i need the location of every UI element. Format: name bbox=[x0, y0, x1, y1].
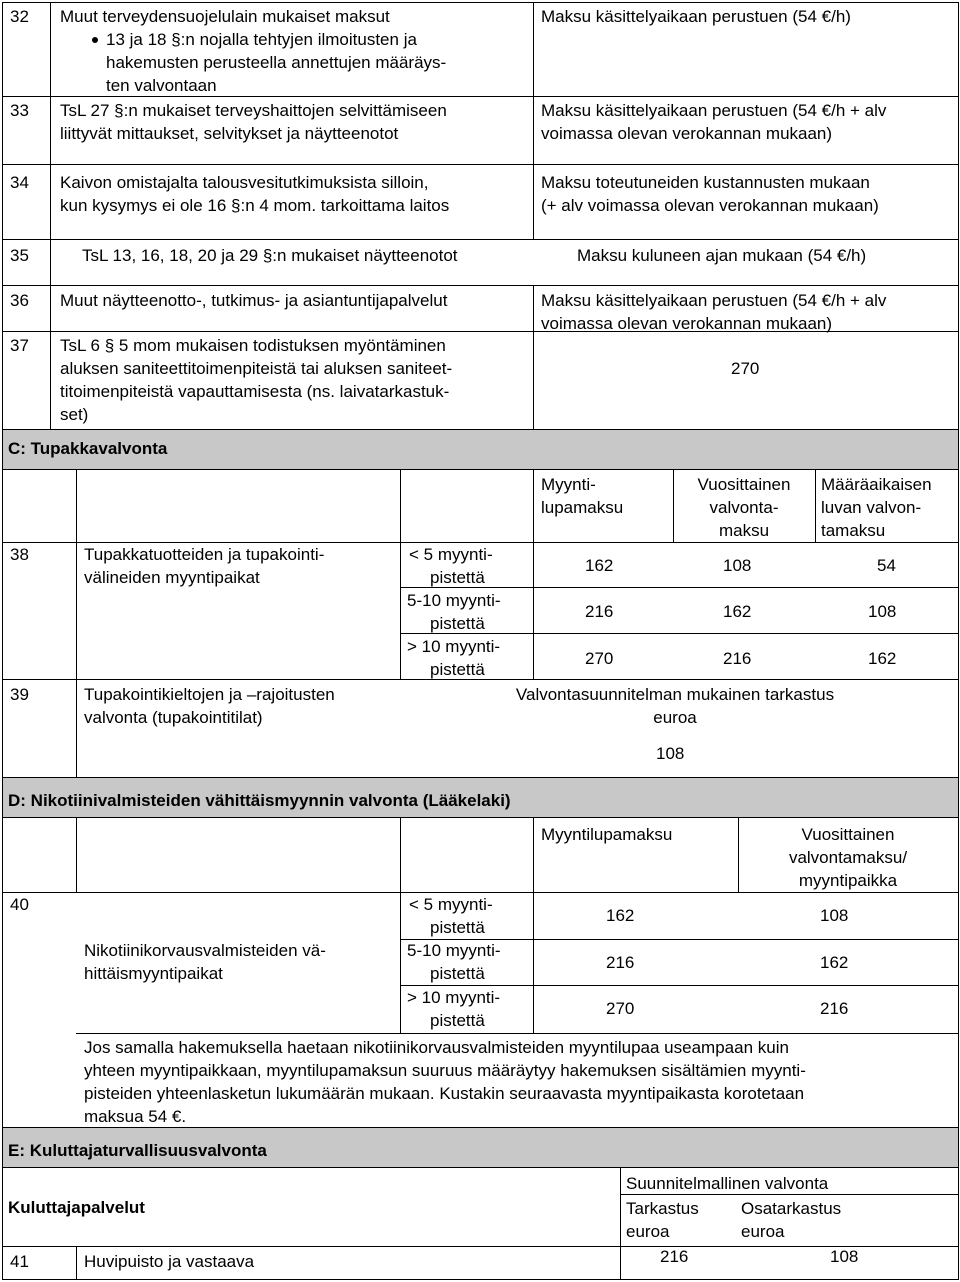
row-fee: Maksu käsittelyaikaan perustuen (54 €/h + alv bbox=[541, 291, 887, 310]
tier-label: > 10 myynti- bbox=[407, 988, 501, 1007]
section-e-subtitle: Kuluttajapalvelut bbox=[8, 1198, 145, 1217]
row-description: TsL 6 § 5 mom mukaisen todistuksen myöntäminen bbox=[60, 336, 446, 355]
fee-value: 108 bbox=[830, 1247, 859, 1266]
bullet-text: hakemusten perusteella annettujen määräys- bbox=[106, 53, 447, 72]
fee-value: 108 bbox=[820, 906, 849, 925]
row-fee: voimassa olevan verokannan mukaan) bbox=[541, 314, 833, 333]
inspection-column-header: Tarkastus bbox=[626, 1199, 699, 1218]
bullet-icon bbox=[92, 37, 98, 43]
inspection-fee-header: Valvontasuunnitelman mukainen tarkastus bbox=[515, 685, 835, 704]
fee-value: 162 bbox=[723, 602, 752, 621]
tier-label: 5-10 myynti- bbox=[407, 591, 501, 610]
tier-label: < 5 myynti- bbox=[409, 545, 493, 564]
tier-label: pistettä bbox=[430, 964, 485, 983]
row-description: TsL 27 §:n mukaiset terveyshaittojen selvittämiseen bbox=[60, 101, 447, 120]
row-fee: (+ alv voimassa olevan verokannan mukaan) bbox=[541, 196, 879, 215]
row-fee: Maksu kuluneen ajan mukaan (54 €/h) bbox=[577, 246, 867, 265]
tier-label: pistettä bbox=[430, 918, 485, 937]
row-fee: Maksu toteutuneiden kustannusten mukaan bbox=[541, 173, 870, 192]
row-description: titoimenpiteistä vapauttamisesta (ns. laivatarkastuk- bbox=[60, 382, 450, 401]
row-number: 40 bbox=[10, 895, 29, 914]
header-annual-fee: valvontamaksu/ bbox=[788, 848, 908, 867]
row-number: 35 bbox=[10, 246, 29, 265]
header-fixed-term-fee: Määräaikaisen bbox=[821, 475, 932, 494]
header-sales-permit-fee: lupamaksu bbox=[541, 498, 624, 517]
row-description: set) bbox=[60, 405, 89, 424]
inspection-fee-header: euroa bbox=[653, 708, 697, 727]
row-fee: Maksu käsittelyaikaan perustuen (54 €/h) bbox=[541, 7, 851, 26]
row-description: Tupakkatuotteiden ja tupakointi- bbox=[84, 545, 325, 564]
header-annual-fee: valvonta- bbox=[709, 498, 779, 517]
inspection-column-header: euroa bbox=[626, 1222, 670, 1241]
section-d-note: pisteiden yhteenlasketun lukumäärän mukaan. Kustakin seuraavasta myyntipaikasta korotetaan bbox=[84, 1084, 805, 1103]
fee-value: 54 bbox=[877, 556, 896, 575]
fee-value: 216 bbox=[606, 953, 635, 972]
row-number: 34 bbox=[10, 173, 29, 192]
row-number: 37 bbox=[10, 336, 29, 355]
row-description: valvonta (tupakointitilat) bbox=[84, 708, 263, 727]
fee-value: 108 bbox=[656, 744, 685, 763]
header-sales-permit-fee: Myynti- bbox=[541, 475, 596, 494]
tier-label: pistettä bbox=[430, 568, 485, 587]
tier-label: 5-10 myynti- bbox=[407, 941, 501, 960]
row-fee: voimassa olevan verokannan mukaan) bbox=[541, 124, 833, 143]
partial-inspection-column-header: Osatarkastus bbox=[741, 1199, 842, 1218]
fee-value: 162 bbox=[820, 953, 849, 972]
header-annual-fee: maksu bbox=[718, 521, 770, 540]
fee-value: 216 bbox=[820, 999, 849, 1018]
header-annual-fee: Vuosittainen bbox=[697, 475, 791, 494]
row-number: 32 bbox=[10, 7, 29, 26]
row-description: Muut terveydensuojelulain mukaiset maksut bbox=[60, 7, 390, 26]
fee-value: 162 bbox=[868, 649, 897, 668]
bullet-text: ten valvontaan bbox=[106, 76, 217, 95]
bullet-text: 13 ja 18 §:n nojalla tehtyjen ilmoitusten ja bbox=[106, 30, 417, 49]
row-description: kun kysymys ei ole 16 §:n 4 mom. tarkoittama laitos bbox=[60, 196, 450, 215]
planned-supervision-header: Suunnitelmallinen valvonta bbox=[626, 1174, 829, 1193]
tier-label: > 10 myynti- bbox=[407, 637, 501, 656]
row-description: aluksen saniteettitoimenpiteistä tai aluksen saniteet- bbox=[60, 359, 453, 378]
row-description: liittyvät mittaukset, selvitykset ja näytteenotot bbox=[60, 124, 399, 143]
header-sales-permit-fee: Myyntilupamaksu bbox=[541, 825, 673, 844]
row-number: 41 bbox=[10, 1252, 29, 1271]
fee-value: 108 bbox=[868, 602, 897, 621]
section-d-note: yhteen myyntipaikkaan, myyntilupamaksun suuruus määräytyy hakemuksen sisältämien myynti- bbox=[84, 1061, 806, 1080]
tier-label: < 5 myynti- bbox=[409, 895, 493, 914]
fee-value: 270 bbox=[606, 999, 635, 1018]
section-e-title: E: Kuluttajaturvallisuusvalvonta bbox=[8, 1141, 267, 1160]
row-description: välineiden myyntipaikat bbox=[84, 568, 260, 587]
row-description: Muut näytteenotto-, tutkimus- ja asiantuntijapalvelut bbox=[60, 291, 448, 310]
fee-value: 162 bbox=[585, 556, 614, 575]
section-d-note: Jos samalla hakemuksella haetaan nikotiinikorvausvalmisteiden myyntilupaa useampaan kuin bbox=[84, 1038, 789, 1057]
row-description: hittäismyyntipaikat bbox=[84, 964, 223, 983]
section-c-title: C: Tupakkavalvonta bbox=[8, 439, 168, 458]
section-d-note: maksua 54 €. bbox=[84, 1107, 187, 1126]
section-d-title: D: Nikotiinivalmisteiden vähittäismyynnin valvonta (Lääkelaki) bbox=[8, 791, 511, 810]
row-number: 36 bbox=[10, 291, 29, 310]
tier-label: pistettä bbox=[430, 1011, 485, 1030]
fee-value: 216 bbox=[660, 1247, 689, 1266]
row-description: TsL 13, 16, 18, 20 ja 29 §:n mukaiset näytteenotot bbox=[82, 246, 458, 265]
row-fee: Maksu käsittelyaikaan perustuen (54 €/h + alv bbox=[541, 101, 887, 120]
row-number: 38 bbox=[10, 545, 29, 564]
fee-value: 216 bbox=[585, 602, 614, 621]
row-description: Nikotiinikorvausvalmisteiden vä- bbox=[84, 941, 326, 960]
header-annual-fee: myyntipaikka bbox=[798, 871, 898, 890]
fee-value: 270 bbox=[585, 649, 614, 668]
header-annual-fee: Vuosittainen bbox=[801, 825, 895, 844]
partial-inspection-column-header: euroa bbox=[741, 1222, 785, 1241]
row-number: 33 bbox=[10, 101, 29, 120]
fee-value: 108 bbox=[723, 556, 752, 575]
fee-value: 216 bbox=[723, 649, 752, 668]
row-description: Kaivon omistajalta talousvesitutkimuksista silloin, bbox=[60, 173, 429, 192]
row-description: Huvipuisto ja vastaava bbox=[84, 1252, 255, 1271]
row-fee: 270 bbox=[731, 359, 760, 378]
header-fixed-term-fee: luvan valvon- bbox=[821, 498, 922, 517]
row-description: Tupakointikieltojen ja –rajoitusten bbox=[84, 685, 335, 704]
row-number: 39 bbox=[10, 685, 29, 704]
fee-value: 162 bbox=[606, 906, 635, 925]
header-fixed-term-fee: tamaksu bbox=[821, 521, 886, 540]
tier-label: pistettä bbox=[430, 660, 485, 679]
tier-label: pistettä bbox=[430, 614, 485, 633]
